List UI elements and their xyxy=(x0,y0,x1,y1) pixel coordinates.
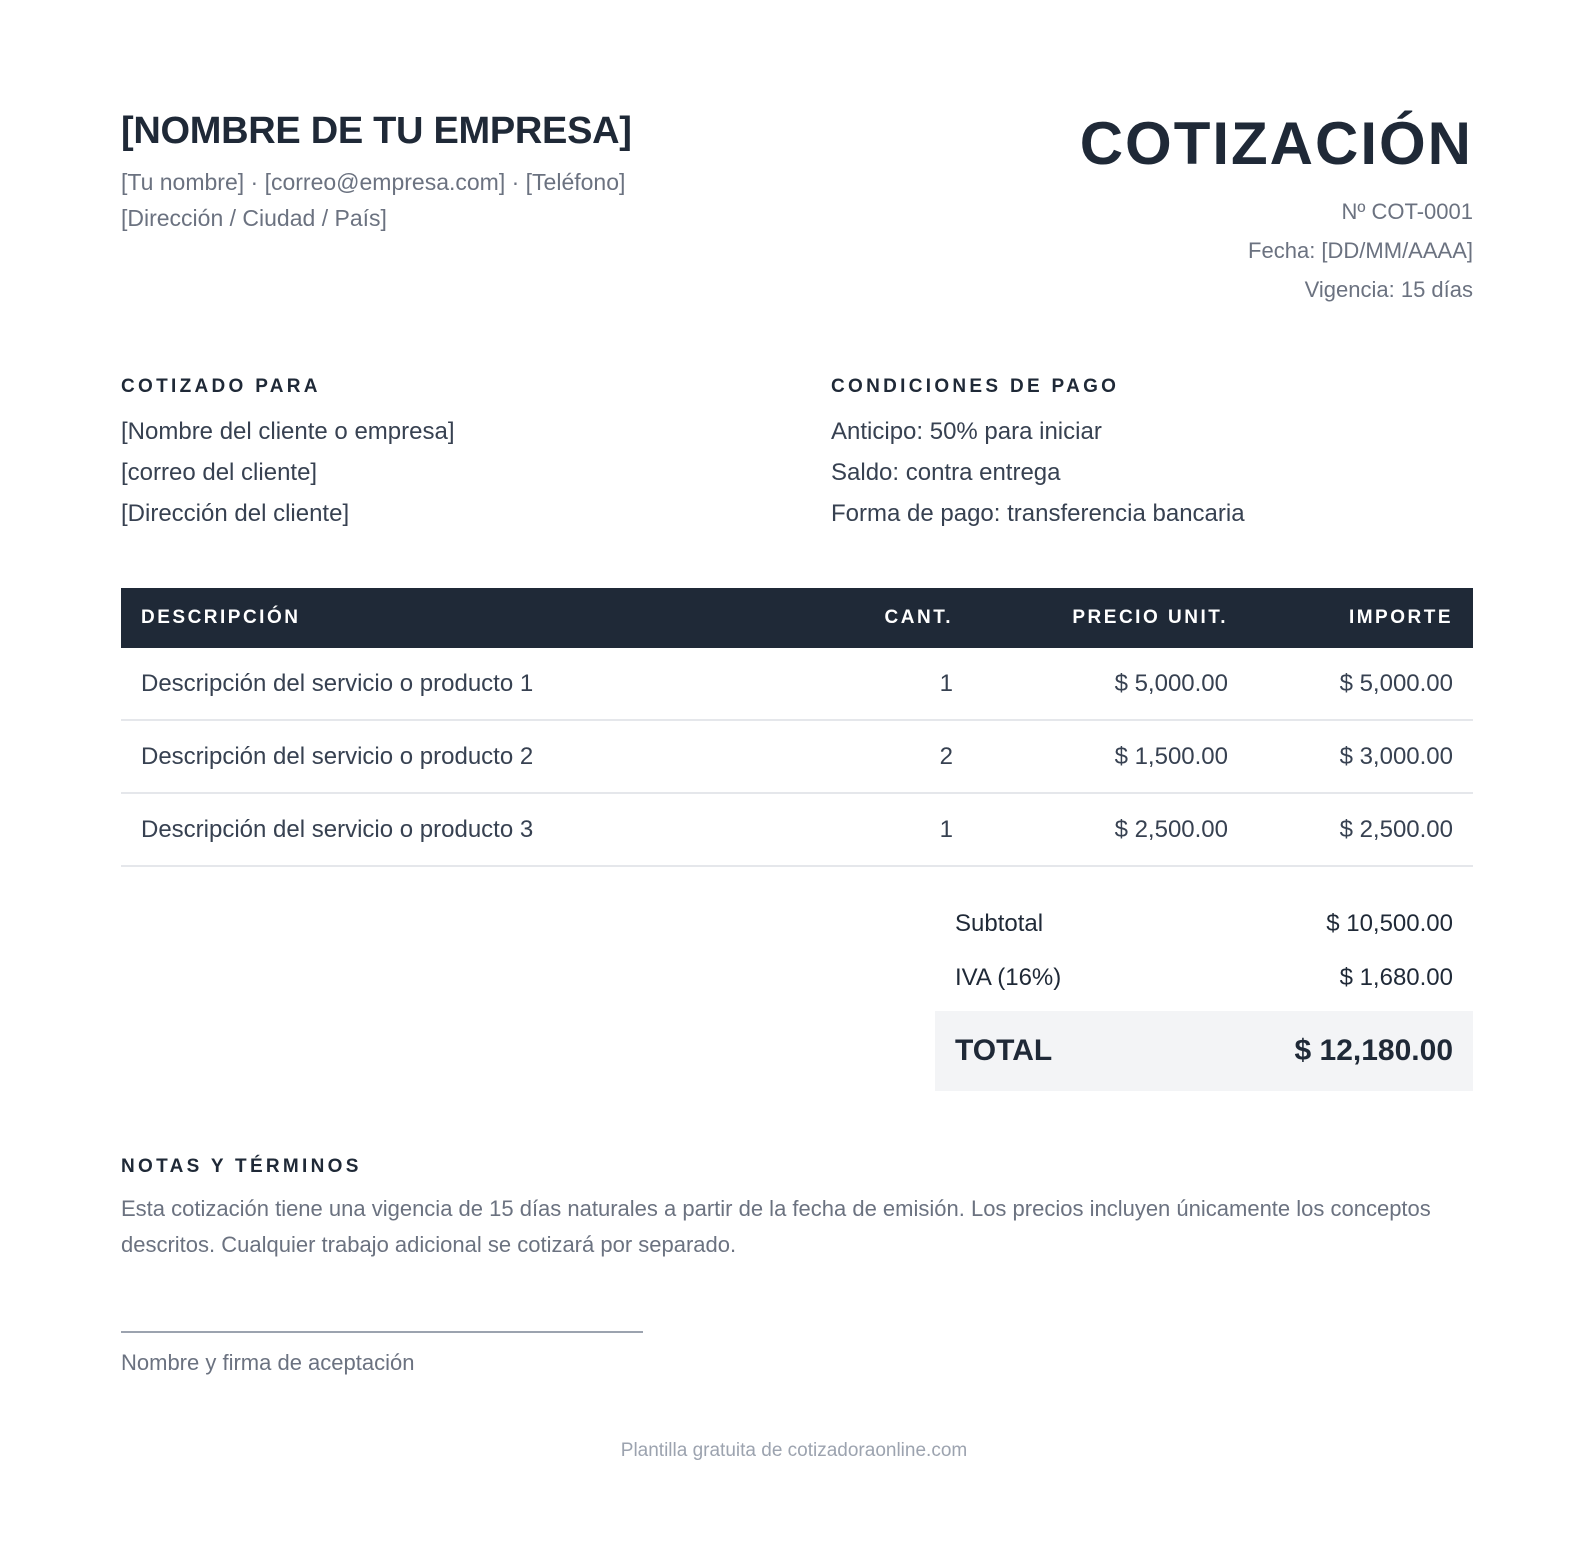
company-block xyxy=(121,100,632,236)
tax-label: IVA (16%) xyxy=(955,964,1062,991)
signature-line xyxy=(121,1331,643,1333)
item-amount: $ 3,000.00 xyxy=(1248,720,1473,793)
quote-validity: Vigencia: 15 días xyxy=(1304,277,1473,302)
header-unit-price: PRECIO UNIT. xyxy=(973,588,1248,648)
document-title: COTIZACIÓN xyxy=(1079,110,1473,177)
payment-advance: Anticipo: 50% para iniciar xyxy=(831,418,1102,445)
header-description: DESCRIPCIÓN xyxy=(121,588,811,648)
header-quantity: CANT. xyxy=(811,588,973,648)
quote-meta-block xyxy=(1080,100,1473,309)
parties-section xyxy=(121,375,1473,534)
client-label: COTIZADO PARA xyxy=(121,376,321,397)
table-header-row xyxy=(121,588,1473,648)
item-quantity: 1 xyxy=(811,793,973,866)
signature-label: Nombre y firma de aceptación xyxy=(121,1350,415,1375)
totals-block xyxy=(935,897,1473,1091)
subtotal-value: $ 10,500.00 xyxy=(1326,910,1453,937)
table-row xyxy=(121,793,1473,866)
tax-value: $ 1,680.00 xyxy=(1339,964,1453,991)
table-row xyxy=(121,648,1473,720)
payment-method: Forma de pago: transferencia bancaria xyxy=(831,500,1245,527)
client-name: [Nombre del cliente o empresa] xyxy=(121,418,455,445)
header-amount: IMPORTE xyxy=(1248,588,1473,648)
grand-total-row xyxy=(935,1011,1473,1091)
item-description: Descripción del servicio o producto 2 xyxy=(121,720,811,793)
quote-date: Fecha: [DD/MM/AAAA] xyxy=(1248,238,1473,263)
client-block xyxy=(121,375,831,534)
document-content xyxy=(121,100,1473,1377)
company-address: [Dirección / Ciudad / País] xyxy=(121,205,387,231)
item-quantity: 2 xyxy=(811,720,973,793)
items-table xyxy=(121,588,1473,867)
item-unit-price: $ 5,000.00 xyxy=(973,648,1248,720)
item-amount: $ 2,500.00 xyxy=(1248,793,1473,866)
subtotal-row xyxy=(935,897,1473,951)
total-value: $ 12,180.00 xyxy=(1294,1034,1453,1067)
notes-label: NOTAS Y TÉRMINOS xyxy=(121,1156,362,1177)
subtotal-label: Subtotal xyxy=(955,910,1044,937)
client-address: [Dirección del cliente] xyxy=(121,500,350,527)
notes-section xyxy=(121,1155,1473,1263)
notes-text: Esta cotización tiene una vigencia de 15 días naturales a partir de la fecha de emisión. Los precios incluyen únicamente los conceptos descritos. Cualquier trabajo adicional se cotizará por separado. xyxy=(121,1196,1431,1257)
quote-number: Nº COT-0001 xyxy=(1341,199,1473,224)
document-header xyxy=(121,100,1473,309)
item-description: Descripción del servicio o producto 1 xyxy=(121,648,811,720)
item-description: Descripción del servicio o producto 3 xyxy=(121,793,811,866)
payment-balance: Saldo: contra entrega xyxy=(831,459,1061,486)
payment-block xyxy=(831,375,1473,534)
table-row xyxy=(121,720,1473,793)
signature-block xyxy=(121,1331,643,1377)
tax-row xyxy=(935,951,1473,1005)
item-unit-price: $ 1,500.00 xyxy=(973,720,1248,793)
item-quantity: 1 xyxy=(811,648,973,720)
item-amount: $ 5,000.00 xyxy=(1248,648,1473,720)
item-unit-price: $ 2,500.00 xyxy=(973,793,1248,866)
company-contact: [Tu nombre] · [correo@empresa.com] · [Teléfono] xyxy=(121,169,626,195)
footer-credit: Plantilla gratuita de cotizadoraonline.com xyxy=(620,1440,968,1461)
payment-label: CONDICIONES DE PAGO xyxy=(831,376,1120,397)
company-name: [NOMBRE DE TU EMPRESA] xyxy=(121,110,632,152)
total-label: TOTAL xyxy=(955,1034,1053,1067)
client-email: [correo del cliente] xyxy=(121,459,318,486)
